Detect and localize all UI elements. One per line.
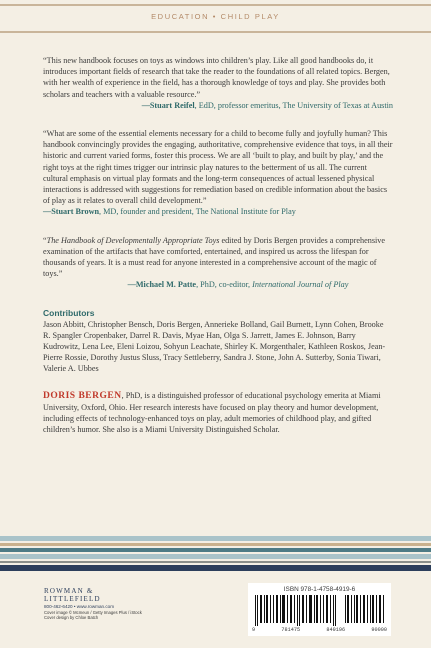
author-bio: [43, 390, 393, 436]
color-band-1: [0, 536, 431, 541]
quote-brown-affiliation: , MD, founder and president, The National Institute for Play: [99, 207, 296, 217]
category-label: EDUCATION • CHILD PLAY: [151, 12, 280, 21]
barcode-price-code: 90000: [371, 627, 387, 633]
quote-patte-author: —Michael M. Patte: [127, 280, 197, 290]
barcode-digit-group-2: 849196: [326, 627, 346, 633]
contributors-heading: Contributors: [43, 307, 95, 318]
quote-reifel-attribution: [43, 100, 393, 111]
color-band-2: [0, 543, 431, 546]
quote-reifel-text: “This new handbook focuses on toys as windows into children’s play. Like all good handbooks do, it introduces important fields of research that take the reader to the foundations of all related topics. Bergen, with her wealth of experience in the field, has a thorough knowledge of toys and play. She provides both scholars and teachers with a valuable resource.”: [43, 56, 390, 99]
quote-patte-body: edited by Doris Bergen provides a comprehensive examination of the artifacts that have comforted, entertained, and inspired us across the lifespan for thousands of years. It is a must read for anyone interested in a comprehensive account of the magic of toys.”: [43, 235, 386, 279]
quote-brown-text: “What are some of the essential elements necessary for a child to become fully and joyfully human? This handbook convincingly provides the engaging, authoritative, comprehensive evidence that toys, in all their historic and current varied forms, foster this process. We are all ‘built to play, and built by play,’ and the right toys at the right times trigger our intrinsic play natures to the betterment of us all. The current cultural emphasis on virtual play formats and the long-term consequences of actual lessened physical interactions is addressed with suggestions for remediation based on credible information about the basics of play as it relates to overall child development.”: [43, 129, 393, 206]
barcode-digit-prefix: 9: [252, 627, 256, 633]
top-rule: [0, 4, 431, 6]
quote-brown-author: —Stuart Brown: [43, 207, 100, 217]
back-cover-text: [43, 55, 393, 444]
quote-reifel-author: —Stuart Reifel: [141, 100, 195, 110]
color-band-4: [0, 554, 431, 559]
quote-patte-journal: International Journal of Play: [252, 280, 349, 290]
quote-patte-attribution: [43, 279, 393, 290]
color-band-5: [0, 561, 431, 563]
quote-brown-attribution: [43, 206, 393, 217]
header-rule: [0, 31, 431, 33]
quote-patte-affiliation: , PhD, co-editor,: [196, 280, 253, 290]
isbn-label: ISBN 978-1-4758-4919-6: [283, 586, 356, 593]
color-band-3: [0, 548, 431, 552]
publisher-logo-line1: ROWMAN &: [44, 587, 94, 595]
contributors-list: Jason Abbitt, Christopher Bensch, Doris Bergen, Annerieke Bolland, Gail Burnett, Lynn Cohen, Brooke R. Spangler Cropenbaker, Darrel R. Davis, Myae Han, Olga S. Jarrett, James E. Johnson, Barry Kudrowitz, Lena Lee, Eleni Loizou, Sohyun Leachate, Shirley K. Morgenthaler, Kathleen Roskos, Jean-Pierre Rossie, Dorothy Justus Sluss, Tracy Settleberry, Sandra J. Stone, John A. Sutterby, Sonia Tiwari, Valerie A. Ubbes: [43, 319, 386, 374]
cover-image-credit: Cover image © Mcmeun / Getty Images Plus / iStock: [44, 610, 142, 615]
publisher-contact: 800-462-6420 • www.rowman.com: [44, 604, 115, 609]
quote-patte-book-title: The Handbook of Developmentally Appropriate Toys: [46, 235, 220, 245]
barcode-digit-group-1: 781475: [281, 627, 301, 633]
author-bio-text: , PhD, is a distinguished professor of educational psychology emerita at Miami University, Oxford, Ohio. Her research interests have focused on play theory and humor development, including effects of technology-enhanced toys on play, adult memories of childhood play, and gifted children’s humor. She also is a Miami University Distinguished Scholar.: [43, 390, 381, 435]
publisher-logo-line2: LITTLEFIELD: [44, 595, 101, 603]
barcode: [248, 583, 391, 636]
barcode-bars-icon: [253, 595, 386, 626]
author-bio-name: DORIS BERGEN: [43, 390, 122, 401]
color-band-6: [0, 565, 431, 571]
quote-patte-open: “: [43, 235, 47, 245]
quote-patte-text: [43, 235, 393, 280]
cover-design-credit: Cover design by Chloe Batch: [44, 615, 99, 621]
barcode-digits: [252, 627, 387, 633]
publisher-block: [44, 587, 142, 620]
quote-reifel-affiliation: , EdD, professor emeritus, The University of Texas at Austin: [194, 100, 393, 110]
